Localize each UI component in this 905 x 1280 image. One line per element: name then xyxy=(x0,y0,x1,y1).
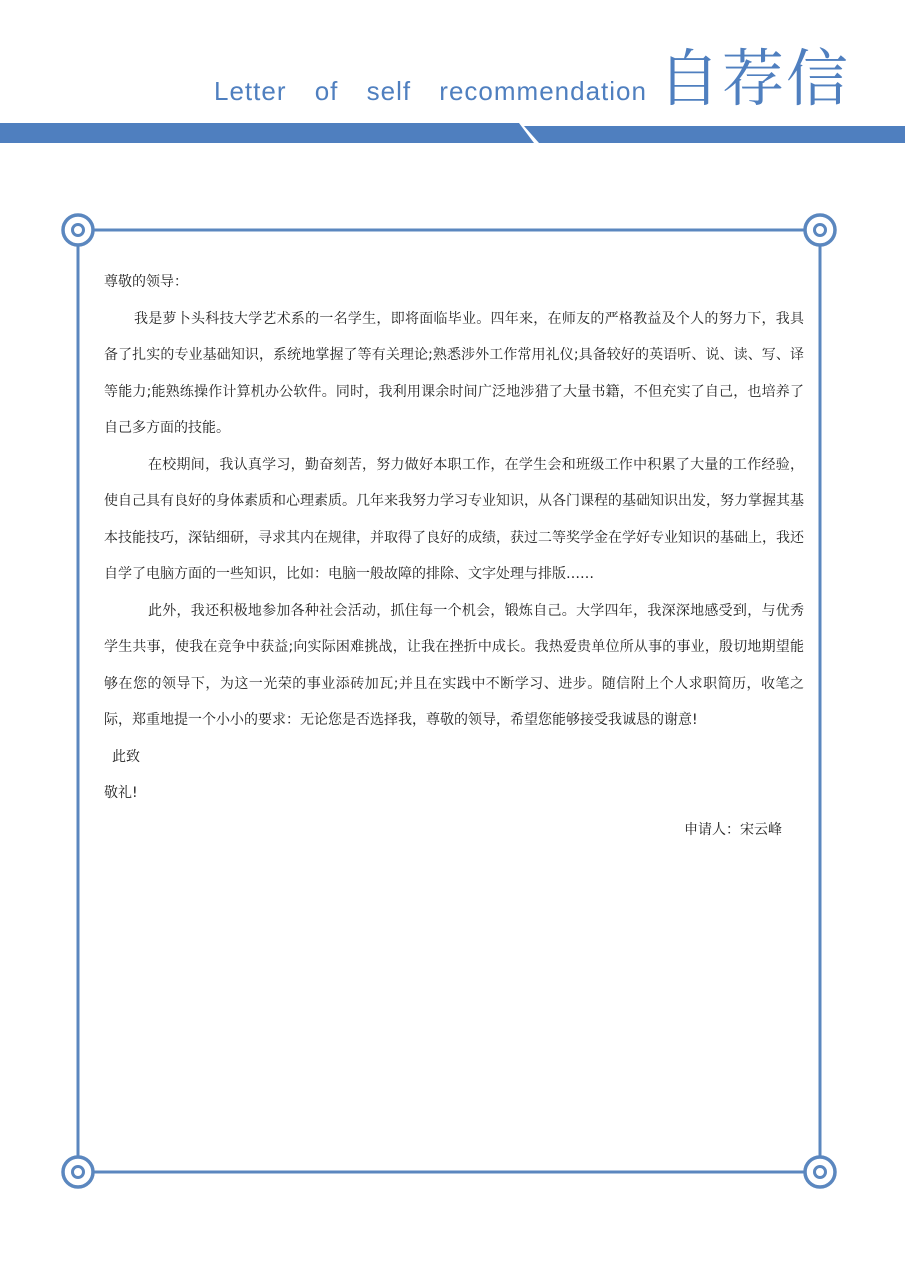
header-title-cn: 自荐信 xyxy=(658,42,851,115)
corner-ring-top-left xyxy=(63,215,93,245)
letter-closing-2: 敬礼! xyxy=(104,785,138,801)
letter-signature: 申请人：宋云峰 xyxy=(684,821,782,838)
letter-paragraph-1: 我是萝卜头科技大学艺术系的一名学生，即将面临毕业。四年来，在师友的严格教益及个人的努力下，我具备了扎实的专业基础知识，系统地掌握了等有关理论;熟悉涉外工作常用礼仪;具备较好的英语听、说、读、写、译等能力;能熟练操作计算机办公软件。同时，我利用课余时间广泛地涉猎了大量书籍，不但充实了自己，也培养了自己多方面的技能。 xyxy=(104,310,804,436)
letter-paragraph-2: 在校期间，我认真学习，勤奋刻苦，努力做好本职工作，在学生会和班级工作中积累了大量的工作经验，使自己具有良好的身体素质和心理素质。几年来我努力学习专业知识，从各门课程的基础知识出发，努力掌握其基本技能技巧，深钻细研，寻求其内在规律，并取得了良好的成绩，获过二等奖学金在学好专业知识的基础上，我还自学了电脑方面的一些知识，比如：电脑一般故障的排除、文字处理与排版…… xyxy=(104,456,804,582)
letter-salutation: 尊敬的领导： xyxy=(104,274,188,290)
header-title-en: Letter of self recommendation xyxy=(214,76,647,106)
letter-body xyxy=(104,264,804,848)
corner-ring-bottom-left xyxy=(63,1157,93,1187)
letter-paragraph-3: 此外，我还积极地参加各种社会活动，抓住每一个机会，锻炼自己。大学四年，我深深地感受到，与优秀学生共事，使我在竞争中获益;向实际困难挑战，让我在挫折中成长。我热爱贵单位所从事的事业，殷切地期望能够在您的领导下，为这一光荣的事业添砖加瓦;并且在实践中不断学习、进步。随信附上个人求职简历，收笔之际，郑重地提一个小小的要求：无论您是否选择我，尊敬的领导，希望您能够接受我诚恳的谢意! xyxy=(104,602,804,728)
letter-closing-1: 此致 xyxy=(112,748,140,765)
corner-ring-bottom-right xyxy=(805,1157,835,1187)
corner-ring-top-right xyxy=(805,215,835,245)
